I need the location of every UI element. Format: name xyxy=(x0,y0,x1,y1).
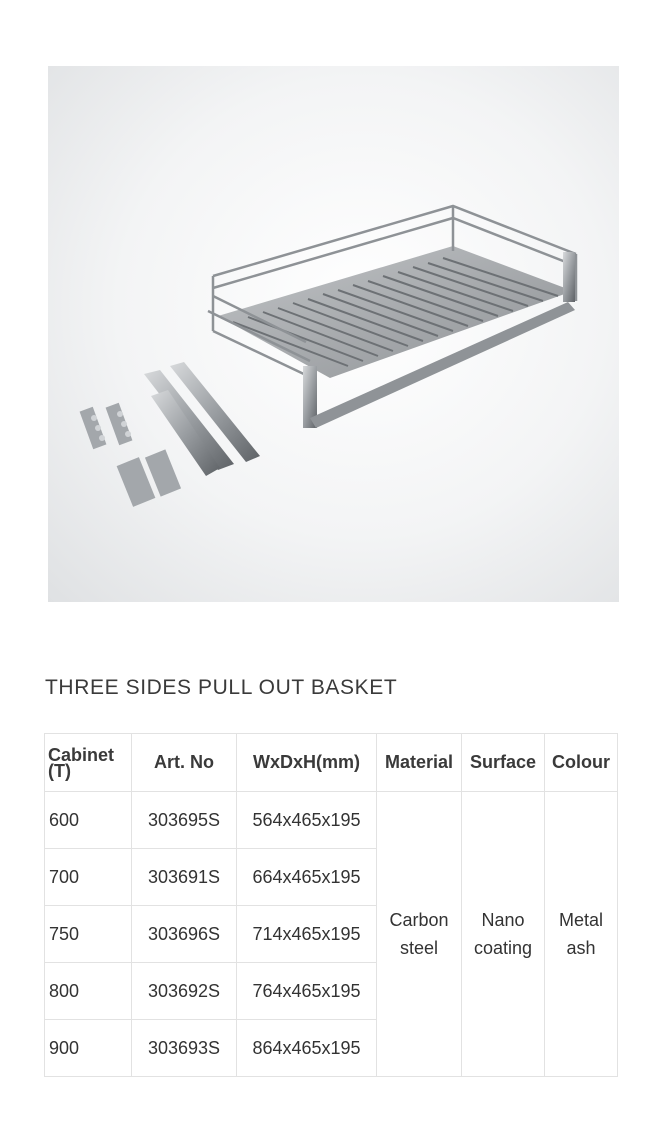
header-dimensions: WxDxH(mm) xyxy=(237,734,377,792)
material-line2: steel xyxy=(399,938,439,958)
surface-line2: coating xyxy=(473,938,533,958)
header-material: Material xyxy=(377,734,462,792)
cell-art-no: 303696S xyxy=(132,906,237,963)
cell-dimensions: 664x465x195 xyxy=(237,849,377,906)
cell-art-no: 303691S xyxy=(132,849,237,906)
cell-cabinet: 750 xyxy=(45,906,132,963)
cell-cabinet: 700 xyxy=(45,849,132,906)
table-row xyxy=(45,792,618,849)
header-cabinet-line1: Cabinet xyxy=(48,744,115,765)
header-colour: Colour xyxy=(545,734,618,792)
cell-art-no: 303693S xyxy=(132,1020,237,1077)
header-surface: Surface xyxy=(462,734,545,792)
page-title: THREE SIDES PULL OUT BASKET xyxy=(45,676,398,699)
cell-art-no: 303692S xyxy=(132,963,237,1020)
material-line1: Carbon xyxy=(389,910,449,930)
cell-cabinet: 600 xyxy=(45,792,132,849)
cell-cabinet: 900 xyxy=(45,1020,132,1077)
cell-material xyxy=(377,792,462,1077)
colour-line1: Metal xyxy=(558,910,603,930)
cell-dimensions: 864x465x195 xyxy=(237,1020,377,1077)
product-photo xyxy=(48,66,619,602)
table-header-row xyxy=(45,734,618,792)
header-art-no: Art. No xyxy=(132,734,237,792)
header-cabinet xyxy=(45,734,132,792)
cell-dimensions: 714x465x195 xyxy=(237,906,377,963)
surface-line1: Nano xyxy=(481,910,525,930)
cell-surface xyxy=(462,792,545,1077)
spec-table xyxy=(44,733,618,1077)
cell-dimensions: 564x465x195 xyxy=(237,792,377,849)
pull-out-basket-illustration xyxy=(48,66,619,602)
colour-line2: ash xyxy=(566,938,596,958)
cell-cabinet: 800 xyxy=(45,963,132,1020)
cell-art-no: 303695S xyxy=(132,792,237,849)
cell-colour xyxy=(545,792,618,1077)
cell-dimensions: 764x465x195 xyxy=(237,963,377,1020)
header-cabinet-line2: (T) xyxy=(48,760,71,781)
